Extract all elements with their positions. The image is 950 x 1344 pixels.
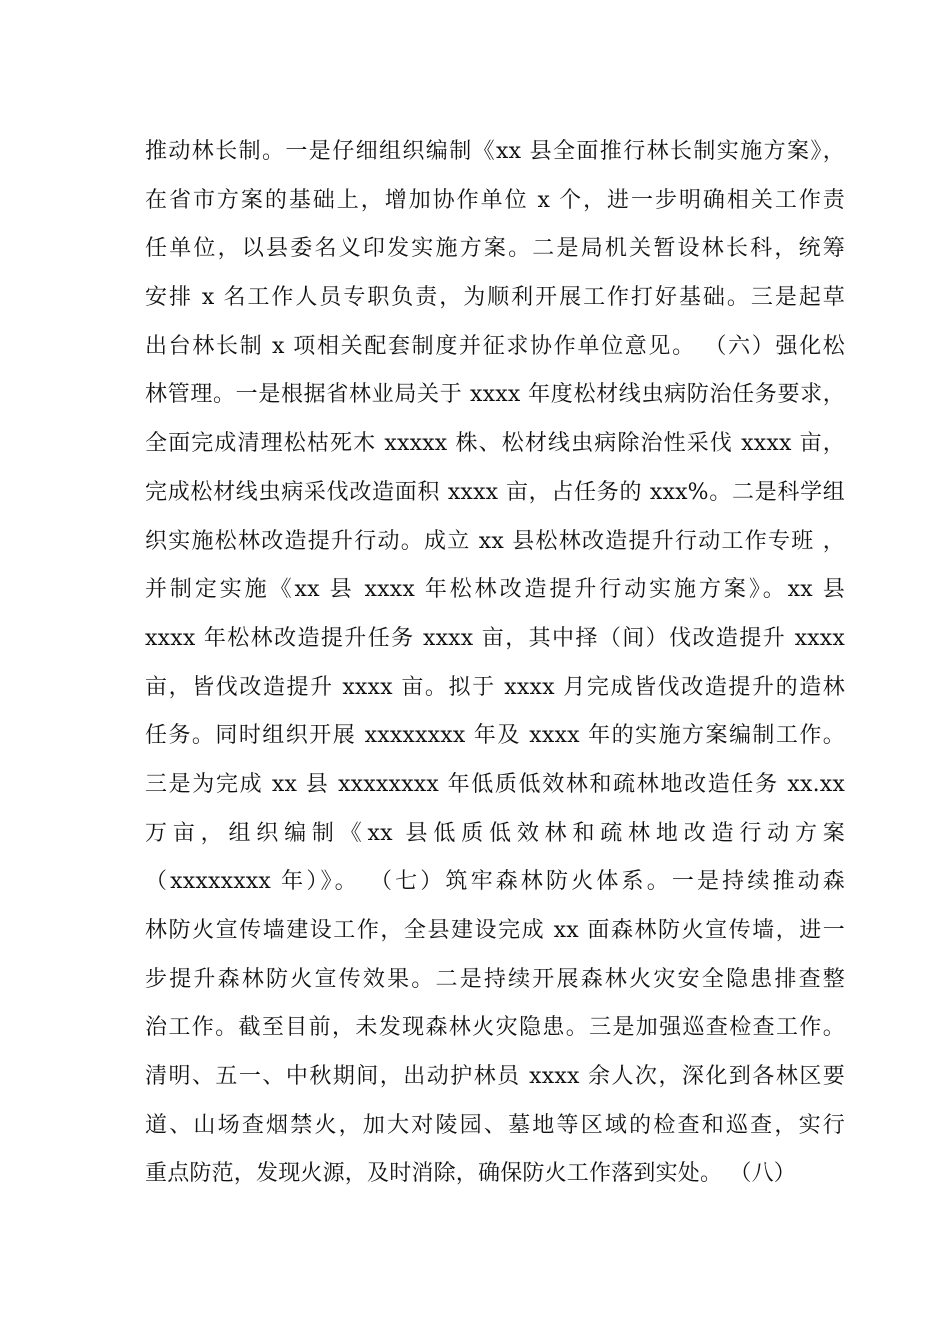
text-line-18: 步提升森林防火宣传效果。二是持续开展森林火灾安全隐患排查整 xyxy=(145,966,845,992)
text-line-3: 任单位，以县委名义印发实施方案。二是局机关暂设林长科，统筹 xyxy=(145,236,845,262)
text-line-19: 治工作。截至目前，未发现森林火灾隐患。三是加强巡查检查工作。 xyxy=(145,1015,845,1041)
text-line-11: xxxx 年松林改造提升任务 xxxx 亩，其中择（间）伐改造提升 xxxx xyxy=(145,625,845,651)
text-line-6: 林管理。一是根据省林业局关于 xxxx 年度松材线虫病防治任务要求， xyxy=(145,382,845,408)
text-line-9: 织实施松林改造提升行动。成立 xx 县松林改造提升行动工作专班 ， xyxy=(145,528,845,554)
text-line-22: 重点防范，发现火源，及时消除，确保防火工作落到实处。 （八） xyxy=(145,1161,796,1187)
text-line-21: 道、山场查烟禁火，加大对陵园、墓地等区域的检查和巡查，实行 xyxy=(145,1112,845,1138)
text-line-20: 清明、五一、中秋期间，出动护林员 xxxx 余人次，深化到各林区要 xyxy=(145,1064,845,1090)
text-line-5: 出台林长制 x 项相关配套制度并征求协作单位意见。 （六）强化松 xyxy=(145,333,845,359)
text-line-14: 三是为完成 xx 县 xxxxxxxx 年低质低效林和疏林地改造任务 xx.xx xyxy=(145,771,845,797)
text-line-8: 完成松材线虫病采伐改造面积 xxxx 亩，占任务的 xxx%。二是科学组 xyxy=(145,479,845,505)
text-line-7: 全面完成清理松枯死木 xxxxx 株、松材线虫病除治性采伐 xxxx 亩， xyxy=(145,431,845,457)
text-line-15: 万亩，组织编制《xx 县低质低效林和疏林地改造行动方案 xyxy=(145,820,845,846)
text-line-13: 任务。同时组织开展 xxxxxxxx 年及 xxxx 年的实施方案编制工作。 xyxy=(145,723,845,749)
text-line-12: 亩，皆伐改造提升 xxxx 亩。拟于 xxxx 月完成皆伐改造提升的造林 xyxy=(145,674,845,700)
text-line-2: 在省市方案的基础上，增加协作单位 x 个，进一步明确相关工作责 xyxy=(145,187,845,213)
text-line-16: （xxxxxxxx 年）》。 （七）筑牢森林防火体系。一是持续推动森 xyxy=(145,869,845,895)
text-line-1: 推动林长制。一是仔细组织编制《xx 县全面推行林长制实施方案》， xyxy=(145,139,845,164)
text-line-4: 安排 x 名工作人员专职负责，为顺利开展工作打好基础。三是起草 xyxy=(145,285,845,311)
text-line-10: 并制定实施《xx 县 xxxx 年松林改造提升行动实施方案》。xx 县 xyxy=(145,577,845,603)
text-line-17: 林防火宣传墙建设工作，全县建设完成 xx 面森林防火宣传墙，进一 xyxy=(145,918,845,943)
body-text xyxy=(145,128,845,1199)
